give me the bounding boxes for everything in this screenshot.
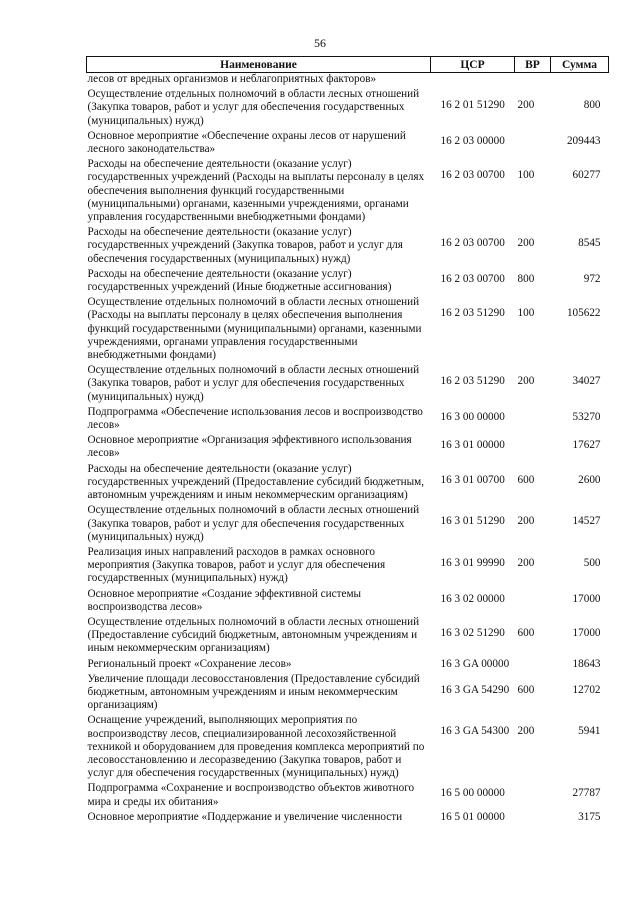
table-row (87, 225, 609, 267)
table-header-row (87, 57, 609, 73)
row-name: Основное мероприятие «Создание эффективной системы воспроизводства лесов» (87, 587, 362, 613)
row-vr (515, 587, 551, 615)
row-sum: 3175 (578, 810, 601, 823)
row-csr: 16 3 01 00700 (440, 473, 505, 486)
row-csr: 16 2 03 00000 (440, 134, 505, 147)
table-row (87, 129, 609, 157)
table-row (87, 587, 609, 615)
row-sum: 12702 (572, 683, 601, 696)
table-row (87, 405, 609, 433)
header-sum: Сумма (551, 57, 609, 73)
row-csr: 16 2 01 51290 (440, 99, 505, 112)
row-csr: 16 3 02 00000 (440, 592, 505, 605)
row-vr (515, 129, 551, 157)
table-row (87, 87, 609, 129)
table-row (87, 810, 609, 825)
row-csr: 16 3 01 51290 (440, 515, 505, 528)
row-vr: 100 (517, 307, 535, 320)
row-vr: 200 (517, 556, 535, 569)
table-row (87, 781, 609, 809)
row-name: Основное мероприятие «Обеспечение охраны лесов от нарушений лесного законодательства» (87, 129, 406, 156)
row-csr: 16 3 GA 54300 (440, 725, 510, 738)
row-sum: 34027 (572, 375, 601, 388)
row-name: Расходы на обеспечение деятельности (оказание услуг) государственных учреждений (Расходы на выплаты персоналу в целях обеспечения выполнения функций государственными (муниципальными) органами, казенными учреждениями, органами управления государственными внебюджетными фондами) (87, 158, 425, 224)
row-sum: 500 (583, 556, 601, 569)
row-csr: 16 2 03 00700 (440, 169, 505, 182)
row-csr: 16 3 01 00000 (440, 439, 505, 452)
row-csr: 16 2 03 51290 (440, 307, 505, 320)
row-csr (431, 73, 515, 88)
row-sum: 14527 (572, 515, 601, 528)
header-name: Наименование (87, 57, 431, 73)
row-sum: 5941 (578, 725, 601, 738)
row-csr: 16 2 03 00700 (440, 237, 505, 250)
row-sum: 27787 (572, 787, 601, 800)
row-name: Расходы на обеспечение деятельности (оказание услуг) государственных учреждений (Иные бюджетные ассигнования) (87, 267, 392, 294)
row-vr (515, 657, 551, 672)
table-row (87, 295, 609, 363)
row-vr (515, 781, 551, 809)
table-row (87, 433, 609, 461)
row-name: Подпрограмма «Сохранение и воспроизводство объектов животного мира и среды их обитания» (87, 782, 415, 808)
row-vr: 200 (517, 375, 535, 388)
row-sum: 2600 (578, 473, 601, 486)
table-row (87, 462, 609, 504)
row-csr: 16 3 00 00000 (440, 410, 505, 423)
row-csr: 16 3 GA 54290 (440, 683, 510, 696)
row-vr: 600 (517, 626, 535, 639)
page-number: 56 (314, 36, 326, 50)
row-vr: 200 (517, 515, 535, 528)
row-vr (515, 810, 551, 825)
row-vr: 800 (517, 272, 535, 285)
row-sum: 17000 (572, 592, 601, 605)
row-vr: 600 (517, 683, 535, 696)
row-csr: 16 3 02 51290 (440, 626, 505, 639)
row-vr: 100 (517, 169, 535, 182)
row-name: Подпрограмма «Обеспечение использования лесов и воспроизводство лесов» (87, 405, 423, 432)
row-vr: 200 (517, 99, 535, 112)
row-sum: 800 (583, 99, 601, 112)
row-sum: 60277 (572, 169, 601, 182)
row-name: Расходы на обеспечение деятельности (оказание услуг) государственных учреждений (Предоставление субсидий бюджетным, автономным учреждениям и иным некоммерческим организациям) (87, 462, 425, 502)
row-name: Основное мероприятие «Поддержание и увеличение численности (87, 810, 403, 823)
row-sum: 105622 (566, 307, 601, 320)
row-vr (515, 433, 551, 461)
row-vr (515, 73, 551, 88)
row-sum: 209443 (566, 134, 601, 147)
table-row (87, 503, 609, 545)
row-vr (515, 405, 551, 433)
row-vr: 200 (517, 725, 535, 738)
row-name: лесов от вредных организмов и неблагоприятных факторов» (87, 73, 377, 85)
row-name: Осуществление отдельных полномочий в области лесных отношений (Закупка товаров, работ и услуг для обеспечения государственных (муниципальных) нужд) (87, 364, 420, 403)
table-row (87, 73, 609, 88)
row-name: Оснащение учреждений, выполняющих мероприятия по воспроизводству лесов, специализированной лесохозяйственной техникой и оборудованием для проведения комплекса мероприятий по лесовосстановлению и лесоразведению (Закупка товаров, работ и услуг для обеспечения государственных (муниципальных) нужд) (87, 714, 425, 780)
row-csr: 16 5 00 00000 (440, 787, 505, 800)
row-sum: 17000 (572, 626, 601, 639)
row-vr: 600 (517, 473, 535, 486)
row-sum (551, 73, 609, 88)
budget-table (86, 56, 609, 825)
row-csr: 16 2 03 00700 (440, 272, 505, 285)
row-name: Увеличение площади лесовосстановления (Предоставление субсидий бюджетным, автономным учреждениям и иным некоммерческим организациям) (87, 672, 420, 712)
row-sum: 972 (583, 272, 601, 285)
header-vr: ВР (515, 57, 551, 73)
row-sum: 18643 (572, 657, 601, 670)
row-name: Осуществление отдельных полномочий в области лесных отношений (Расходы на выплаты персоналу в целях обеспечения выполнения функций государственными (муниципальными) органами, казенными учреждениями, органами управления государственными внебюджетными фондами) (87, 296, 422, 362)
row-csr: 16 3 GA 00000 (440, 657, 510, 670)
table-row (87, 545, 609, 587)
table-row (87, 657, 609, 672)
table-row (87, 267, 609, 295)
row-sum: 8545 (578, 237, 601, 250)
row-name: Осуществление отдельных полномочий в области лесных отношений (Предоставление субсидий бюджетным, автономным учреждениям и иным некоммерческим организациям) (87, 615, 420, 655)
row-name: Осуществление отдельных полномочий в области лесных отношений (Закупка товаров, работ и услуг для обеспечения государственных (муниципальных) нужд) (87, 504, 420, 543)
row-vr: 200 (517, 237, 535, 250)
row-sum: 53270 (572, 410, 601, 423)
table-row (87, 615, 609, 657)
header-csr: ЦСР (431, 57, 515, 73)
row-name: Региональный проект «Сохранение лесов» (87, 657, 292, 670)
table-row (87, 672, 609, 714)
row-sum: 17627 (572, 439, 601, 452)
table-row (87, 363, 609, 405)
row-csr: 16 5 01 00000 (440, 810, 505, 823)
row-name: Расходы на обеспечение деятельности (оказание услуг) государственных учреждений (Закупка товаров, работ и услуг для обеспечения государственных (муниципальных) нужд) (87, 226, 403, 265)
table-row (87, 157, 609, 225)
row-name: Реализация иных направлений расходов в рамках основного мероприятия (Закупка товаров, работ и услуг для обеспечения государственных (муниципальных) нужд) (87, 545, 386, 585)
table-row (87, 713, 609, 781)
row-name: Осуществление отдельных полномочий в области лесных отношений (Закупка товаров, работ и услуг для обеспечения государственных (муниципальных) нужд) (87, 88, 420, 127)
row-csr: 16 3 01 99990 (440, 556, 505, 569)
row-name: Основное мероприятие «Организация эффективного использования лесов» (87, 434, 412, 460)
row-csr: 16 2 03 51290 (440, 375, 505, 388)
